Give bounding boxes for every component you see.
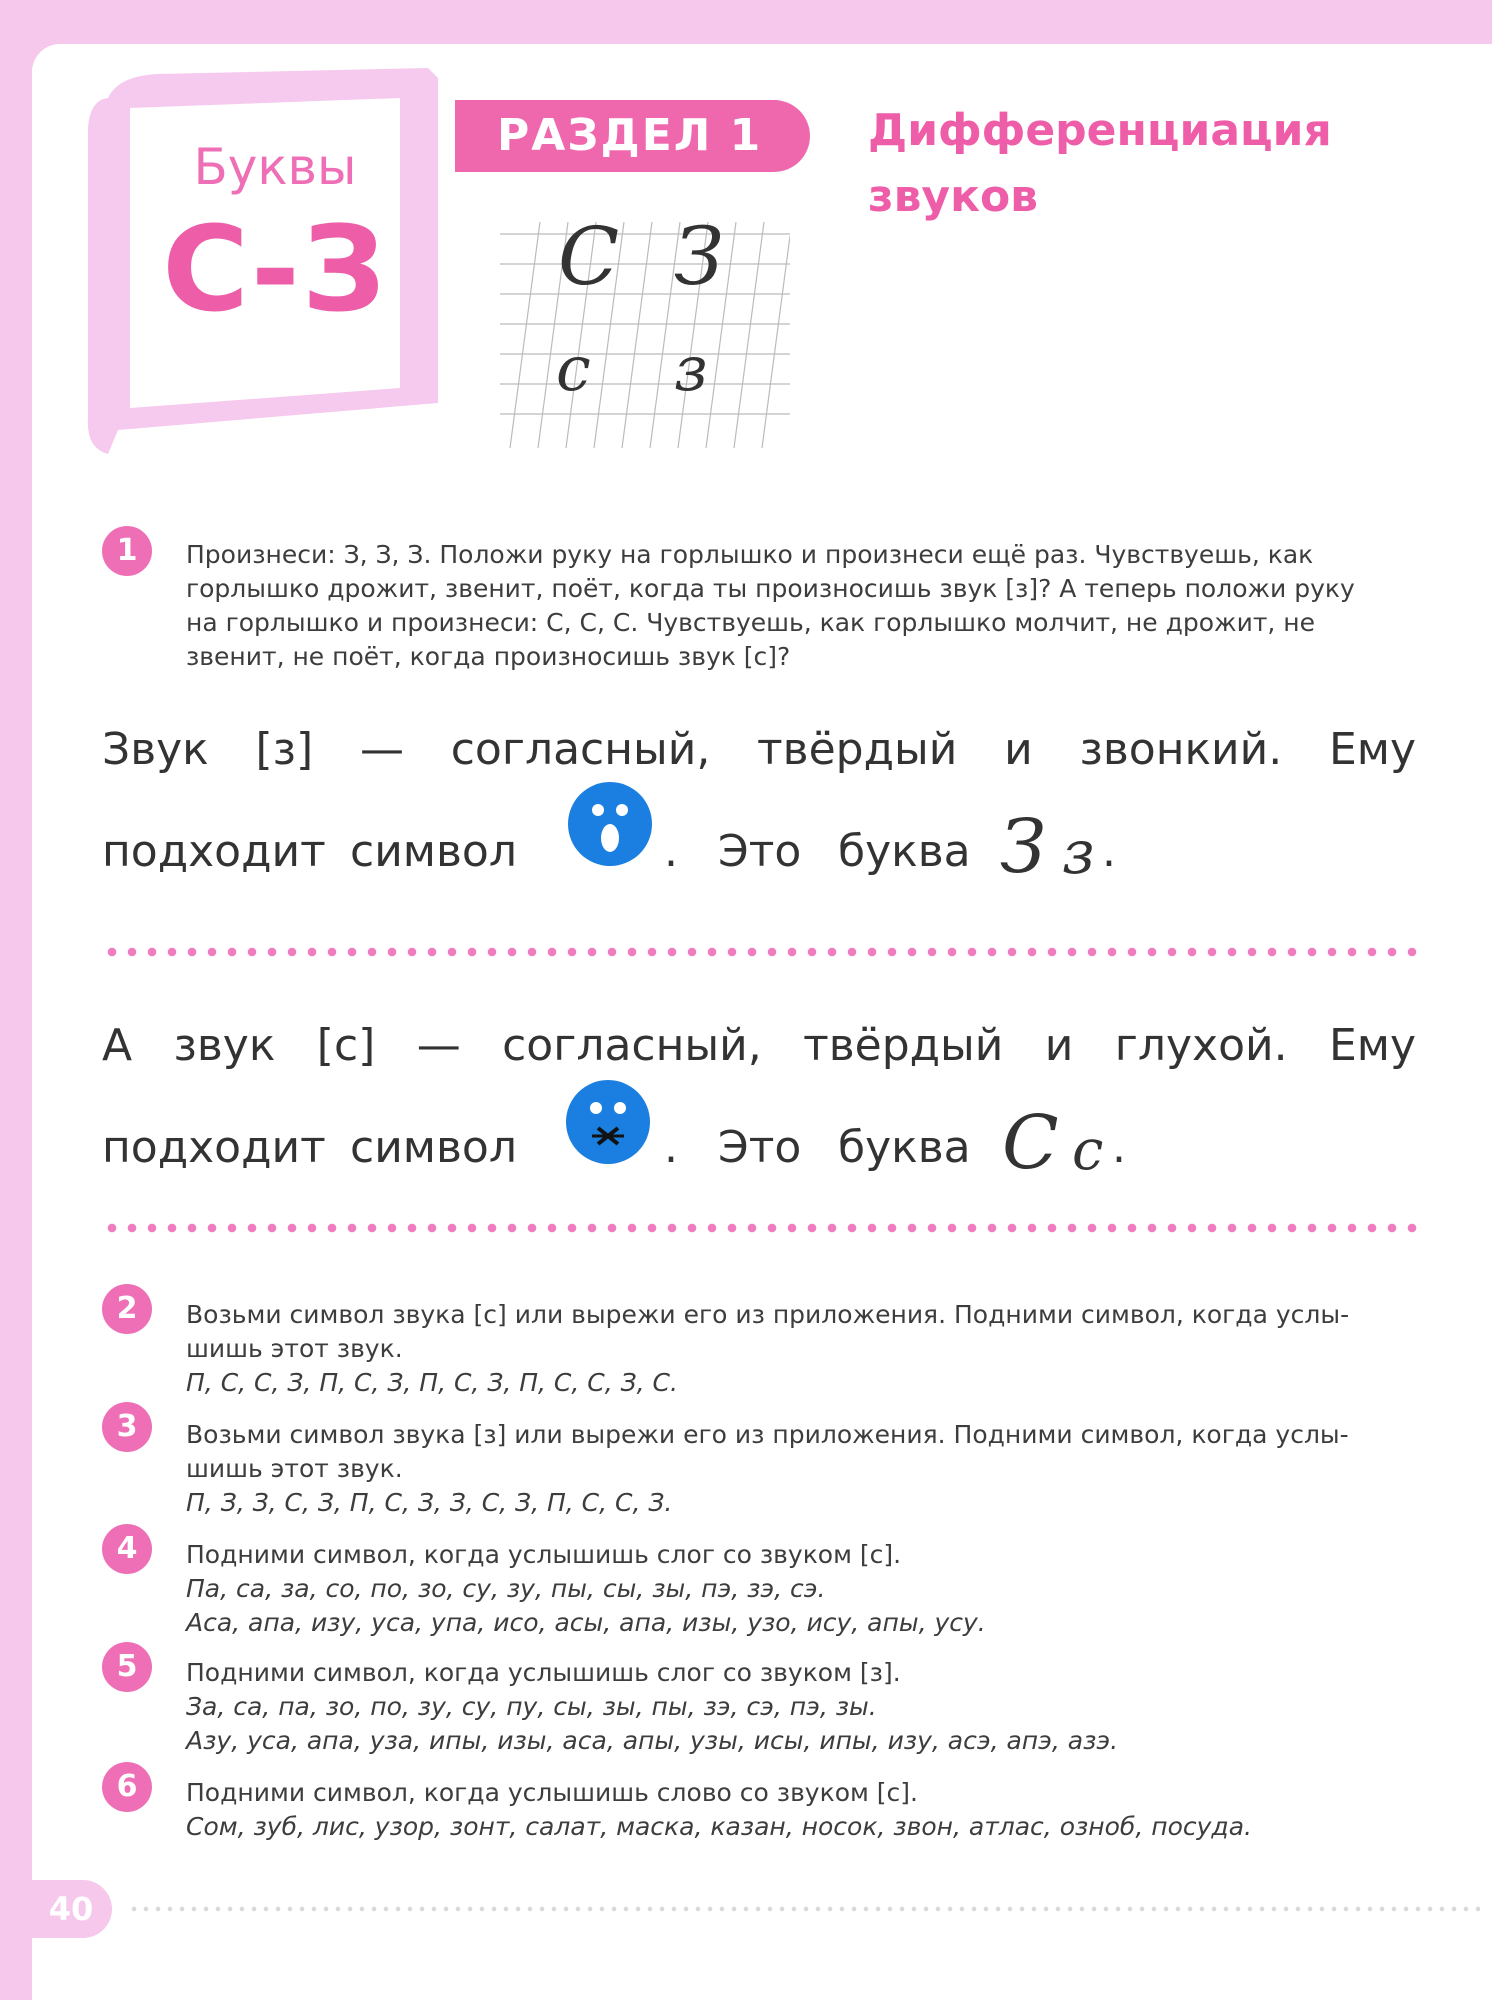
task-1-line: на горлышко и произнеси: С, С, С. Чувствуешь, как горлышко молчит, не дрожит, не	[186, 608, 1316, 637]
statement-z-line1: Звук [з] — согласный, твёрдый и звонкий. Ему	[102, 724, 1416, 775]
statement-s-line2	[102, 1100, 1422, 1202]
statement-s-word: Это	[718, 1122, 802, 1173]
task-3-text	[186, 1418, 1412, 1520]
task-number-3: 3	[102, 1402, 152, 1452]
statement-z-word: буква	[838, 826, 971, 877]
statement-s-word: .	[1112, 1122, 1126, 1173]
task-number-5: 5	[102, 1642, 152, 1692]
task-2-text	[186, 1298, 1412, 1400]
task-6-line: Подними символ, когда услышишь слово со звуком [с].	[186, 1778, 919, 1807]
statement-z-word: Это	[718, 826, 802, 877]
statement-s-letter-lower: с	[1072, 1118, 1104, 1183]
statement-z-line2	[102, 804, 1422, 906]
task-2-line: Возьми символ звука [с] или вырежи его из приложения. Подними символ, когда услы-	[186, 1300, 1350, 1329]
statement-z-word: .	[664, 826, 678, 877]
statement-s-word: .	[664, 1122, 678, 1173]
page-number: 40	[30, 1880, 112, 1938]
dotted-divider	[102, 946, 1418, 958]
task-number-2: 2	[102, 1284, 152, 1334]
task-number-6: 6	[102, 1762, 152, 1812]
statement-s-letter-upper: С	[1002, 1100, 1059, 1186]
voiceless-sound-symbol-icon	[566, 1080, 650, 1164]
task-1-line: Произнеси: З, З, З. Положи руку на горлышко и произнеси ещё раз. Чувствуешь, как	[186, 540, 1314, 569]
task-4-line: Подними символ, когда услышишь слог со звуком [с].	[186, 1540, 902, 1569]
voiced-sound-symbol-icon	[568, 782, 652, 866]
task-1-line: горлышко дрожит, звенит, поёт, когда ты произносишь звук [з]? А теперь положи руку	[186, 574, 1355, 603]
task-number-1: 1	[102, 526, 152, 576]
task-6-text	[186, 1776, 1412, 1844]
grid-letter-upper-z: З	[674, 210, 724, 303]
statement-z-word: подходит	[102, 826, 326, 877]
task-4-text	[186, 1538, 1412, 1640]
section-label: РАЗДЕЛ 1	[455, 100, 810, 172]
task-5-sequence: За, са, па, зо, по, зу, су, пу, сы, зы, пы, зэ, сэ, пэ, зы.	[186, 1692, 877, 1721]
section-title-line1: Дифференциация	[868, 105, 1332, 156]
task-4-sequence: Аса, апа, изу, уса, упа, исо, асы, апа, изы, узо, ису, апы, усу.	[186, 1608, 986, 1637]
task-number-4: 4	[102, 1524, 152, 1574]
grid-letter-lower-z: з	[674, 332, 708, 405]
task-1-line: звенит, не поёт, когда произносишь звук [с]?	[186, 642, 791, 671]
task-6-sequence: Сом, зуб, лис, узор, зонт, салат, маска, казан, носок, звон, атлас, озноб, посуда.	[186, 1812, 1252, 1841]
handwriting-grid	[500, 222, 790, 448]
statement-z-word: .	[1102, 826, 1116, 877]
task-5-text	[186, 1656, 1412, 1758]
statement-z-word: символ	[350, 826, 517, 877]
statement-z-letter-lower: з	[1062, 818, 1095, 888]
section-title-line2: звуков	[868, 171, 1039, 222]
task-5-sequence: Азу, уса, апа, уза, ипы, изы, аса, апы, узы, исы, ипы, изу, асэ, апэ, азэ.	[186, 1726, 1119, 1755]
task-2-sequence: П, С, С, З, П, С, З, П, С, З, П, С, С, З, С.	[186, 1368, 678, 1397]
statement-z-letter-upper: З	[1000, 804, 1047, 890]
grid-letter-upper-s: С	[558, 210, 620, 303]
statement-s-word: символ	[350, 1122, 517, 1173]
statement-s-word: подходит	[102, 1122, 326, 1173]
footer-dotted-line	[128, 1906, 1484, 1912]
task-5-line: Подними символ, когда услышишь слог со звуком [з].	[186, 1658, 901, 1687]
task-4-sequence: Па, са, за, со, по, зо, су, зу, пы, сы, зы, пэ, зэ, сэ.	[186, 1574, 826, 1603]
tab-title: Буквы	[193, 138, 357, 196]
section-title	[868, 98, 1428, 230]
statement-s-line1: А звук [с] — согласный, твёрдый и глухой. Ему	[102, 1020, 1416, 1071]
task-2-line: шишь этот звук.	[186, 1334, 403, 1363]
task-3-sequence: П, З, З, С, З, П, С, З, З, С, З, П, С, С, З.	[186, 1488, 673, 1517]
task-3-line: Возьми символ звука [з] или вырежи его из приложения. Подними символ, когда услы-	[186, 1420, 1349, 1449]
dotted-divider	[102, 1222, 1418, 1234]
tab-letters: С-З	[162, 200, 388, 338]
grid-letter-lower-s: с	[556, 332, 591, 405]
task-3-line: шишь этот звук.	[186, 1454, 403, 1483]
statement-s-word: буква	[838, 1122, 971, 1173]
task-1-text	[186, 538, 1412, 674]
